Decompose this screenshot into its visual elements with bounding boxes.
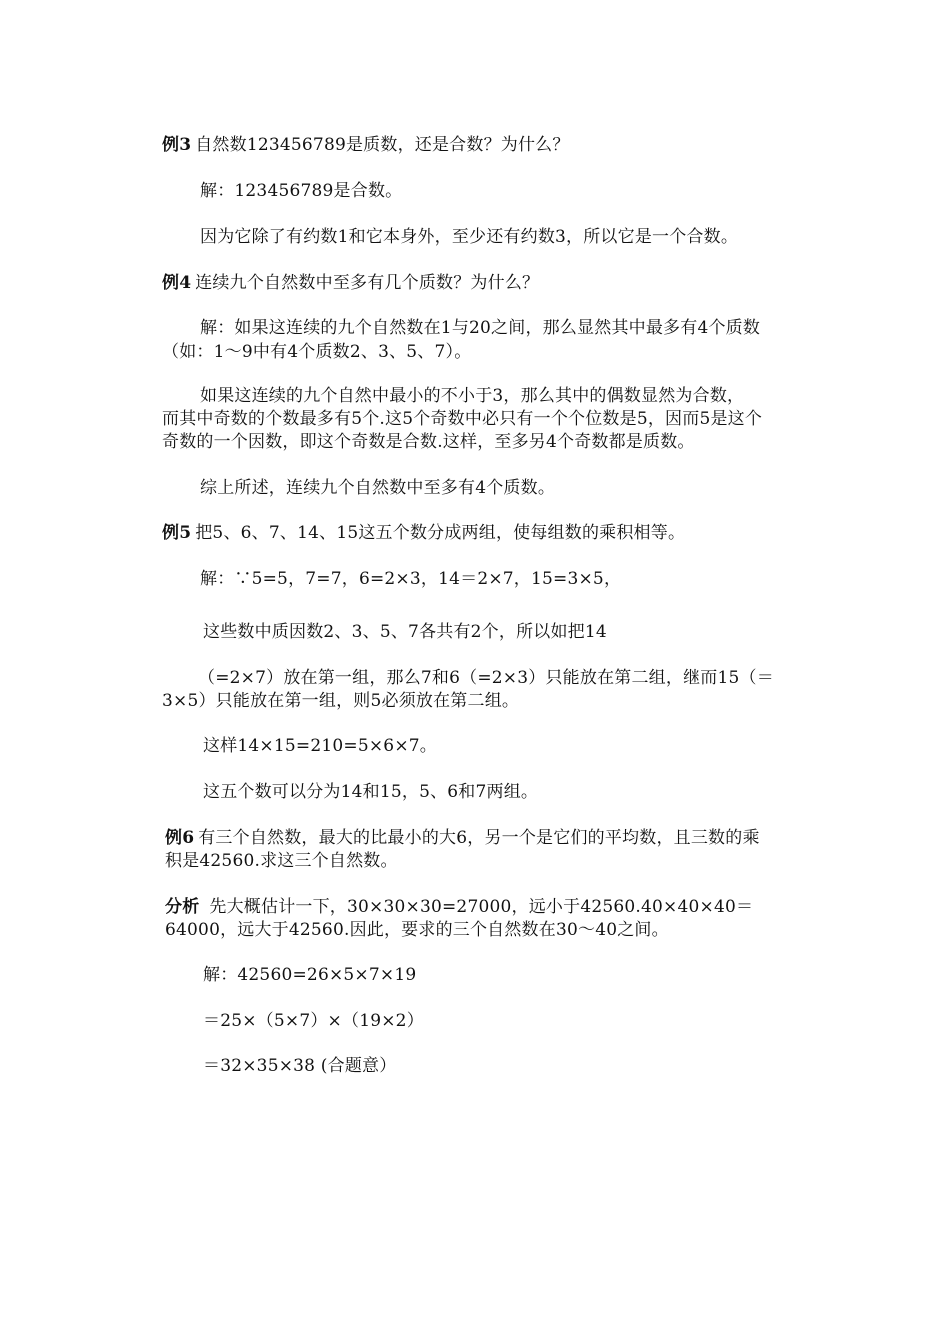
example-6-analysis-text: 先大概估计一下，30×30×30=27000，远小于42560.40×40×40＝ <box>209 897 754 917</box>
example-6-question-text: 有三个自然数，最大的比最小的大6，另一个是它们的平均数，且三数的乘 <box>198 828 760 848</box>
example-6-solution-line-1: 解：42560=26×5×7×19 <box>203 965 417 985</box>
example-6-solution-line-3: ＝32×35×38 (合题意） <box>203 1056 397 1076</box>
example-4-p2-line-1: 如果这连续的九个自然中最小的不小于3，那么其中的偶数显然为合数， <box>200 386 745 406</box>
example-4-label: 例4 <box>162 273 192 293</box>
example-5-line-6: 这五个数可以分为14和15，5、6和7两组。 <box>203 782 539 802</box>
example-6-analysis-line-2: 64000，远大于42560.因此，要求的三个自然数在30～40之间。 <box>165 920 669 940</box>
example-6-label: 例6 <box>165 828 195 848</box>
example-5-line-2: 这些数中质因数2、3、5、7各共有2个，所以如把14 <box>203 622 607 642</box>
example-4-p1-line-1: 解：如果这连续的九个自然数在1与20之间，那么显然其中最多有4个质数 <box>200 318 761 338</box>
example-3-answer-1: 解：123456789是合数。 <box>200 181 403 201</box>
example-5-question-text: 把5、6、7、14、15这五个数分成两组，使每组数的乘积相等。 <box>195 523 686 543</box>
example-6-question-line-1 <box>165 827 760 849</box>
example-6-analysis-line-1 <box>165 896 753 918</box>
example-5-question <box>162 522 685 544</box>
example-3-question-text: 自然数123456789是质数，还是合数？为什么？ <box>195 135 570 155</box>
example-5-line-1: 解：∵5=5，7=7，6=2×3，14＝2×7，15=3×5， <box>200 569 622 589</box>
example-4-p2-line-3: 奇数的一个因数，即这个奇数是合数.这样，至多另4个奇数都是质数。 <box>162 432 695 452</box>
example-5-line-4: 3×5）只能放在第一组，则5必须放在第二组。 <box>162 691 520 711</box>
example-4-p2-line-2: 而其中奇数的个数最多有5个.这5个奇数中必只有一个个位数是5，因而5是这个 <box>162 409 763 429</box>
example-4-question-text: 连续九个自然数中至多有几个质数？为什么？ <box>195 273 540 293</box>
example-3-label: 例3 <box>162 135 192 155</box>
example-4-p1-line-2: （如：1～9中有4个质数2、3、5、7）。 <box>162 342 472 362</box>
example-3-answer-2: 因为它除了有约数1和它本身外，至少还有约数3，所以它是一个合数。 <box>200 227 739 247</box>
example-6-analysis-label: 分析 <box>165 897 200 917</box>
example-6-solution-line-2: ＝25×（5×7）×（19×2） <box>203 1011 424 1031</box>
example-5-line-5: 这样14×15=210=5×6×7。 <box>203 736 437 756</box>
example-3-question <box>162 134 570 156</box>
example-5-label: 例5 <box>162 523 192 543</box>
example-4-question <box>162 272 539 294</box>
example-6-question-line-2: 积是42560.求这三个自然数。 <box>165 851 398 871</box>
example-5-line-3: （=2×7）放在第一组，那么7和6（=2×3）只能放在第二组，继而15（＝ <box>198 668 774 688</box>
example-4-p3: 综上所述，连续九个自然数中至多有4个质数。 <box>200 478 556 498</box>
